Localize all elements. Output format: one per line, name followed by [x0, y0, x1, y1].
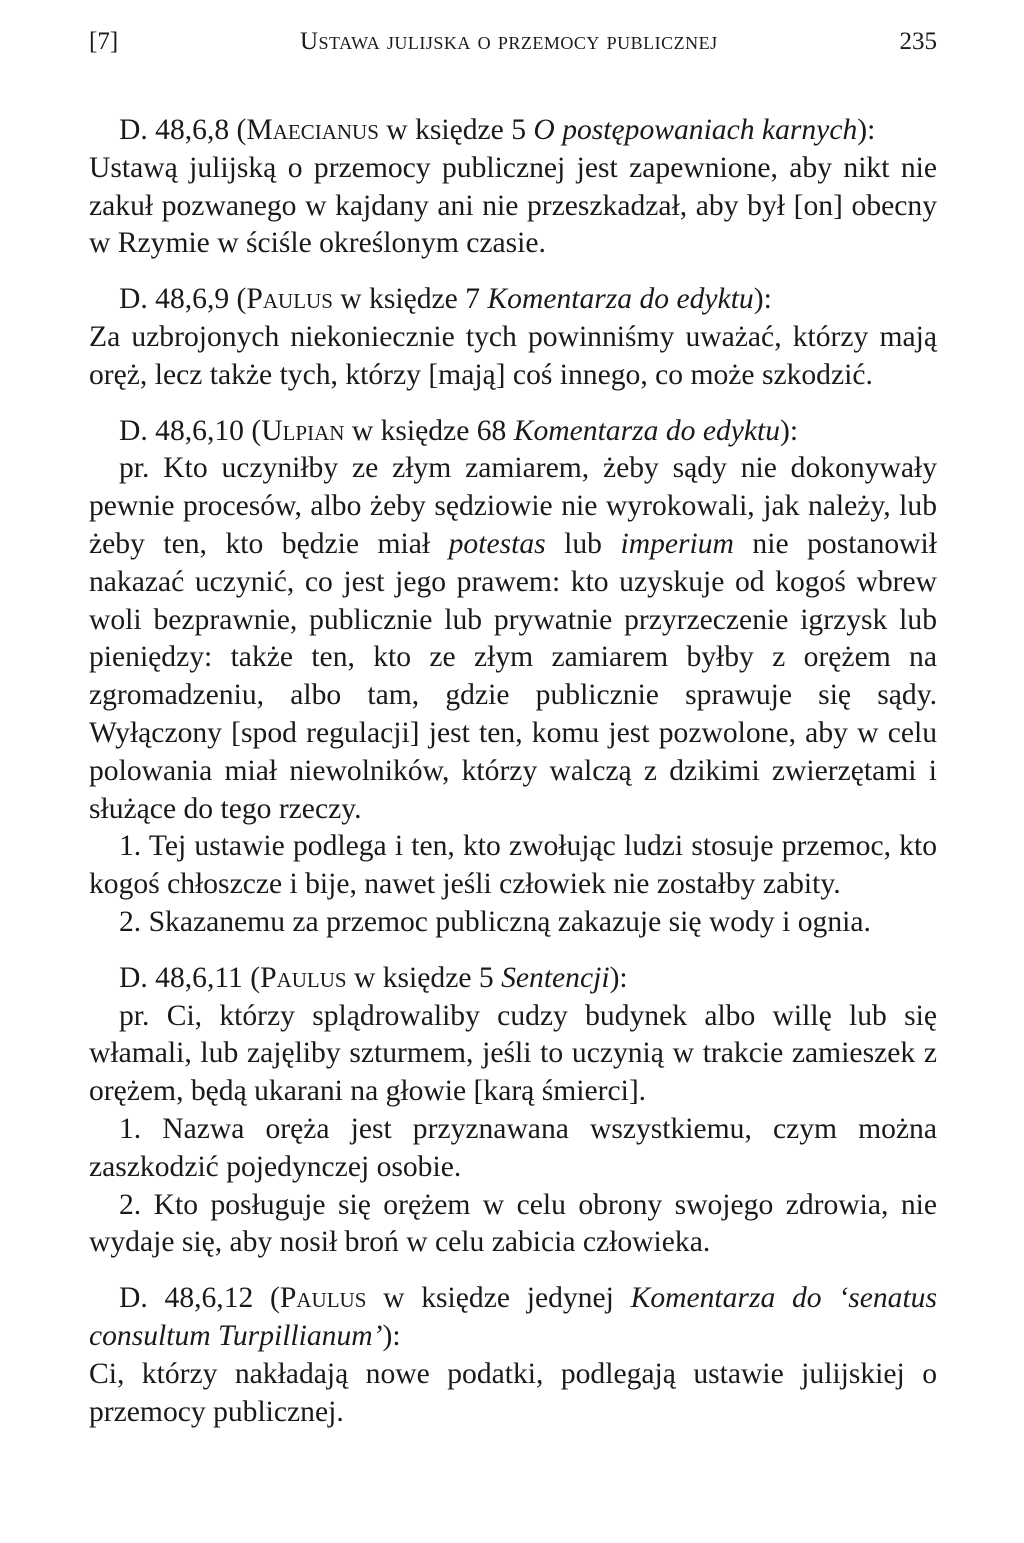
- entry-heading-end: ):: [780, 414, 799, 447]
- digest-entry: [89, 960, 937, 1262]
- entry-work-title: Komentarza do edyktu: [487, 283, 754, 316]
- entry-author: Maecianus: [246, 114, 379, 146]
- entry-heading-end: ):: [857, 114, 876, 146]
- entry-paragraph: 2. Skazanemu za przemoc publiczną zakazuje się wody i ognia.: [119, 905, 871, 938]
- entry-paragraph: 1. Nazwa oręża jest przyznawana wszystkiemu, czym można zaszkodzić pojedynczej osobie.: [89, 1112, 937, 1183]
- entry-heading: [89, 1280, 937, 1356]
- digest-entry: [89, 281, 937, 394]
- page-body: [89, 112, 937, 1431]
- entry-ref: D. 48,6,12 (: [119, 1282, 280, 1315]
- entry-work-title: Sentencji: [501, 961, 610, 994]
- entry-paragraph: Ustawą julijską o przemocy publicznej jest zapewnione, aby nikt nie zakuł pozwanego w kajdany ani nie przeszkadzał, aby był [on] obecny w Rzymie w ściśle określonym czasie.: [89, 151, 937, 260]
- entry-author: Paulus: [260, 961, 347, 994]
- book-page: [89, 28, 937, 1449]
- chapter-number: [7]: [89, 28, 119, 55]
- entry-book: w księdze 5: [378, 114, 534, 146]
- page-number: 235: [899, 28, 937, 55]
- entry-heading-end: ):: [382, 1319, 401, 1352]
- entry-paragraph: Ci, którzy nakładają nowe podatki, podlegają ustawie julijskiej o przemocy publicznej.: [89, 1357, 937, 1428]
- entry-ref: D. 48,6,11 (: [119, 961, 261, 994]
- entry-heading-end: ):: [609, 961, 628, 994]
- entry-ref: D. 48,6,8 (: [119, 114, 247, 146]
- entry-heading-end: ):: [753, 283, 772, 316]
- paragraph-text: nie postanowił nakazać uczynić, co jest jego prawem: kto uzyskuje od kogoś wbrew woli bezprawnie, publicznie lub prywatnie przyrzeczenie igrzysk lub pieniędzy: także ten, kto ze złym zamiarem byłby z orężem na zgromadzeniu, albo tam, gdzie publicznie sprawuje się sądy. Wyłączony [spod regulacji] jest ten, komu jest pozwolone, aby w celu polowania miał niewolników, którzy walczą z dzikimi zwierzętami i służące do tego rzeczy.: [89, 527, 937, 825]
- entry-heading: [89, 281, 937, 319]
- entry-author: Paulus: [279, 1282, 367, 1315]
- running-head: [89, 28, 937, 68]
- entry-book: w księdze 68: [344, 414, 514, 447]
- entry-book: w księdze 5: [346, 961, 502, 994]
- entry-ref: D. 48,6,9 (: [119, 283, 247, 316]
- entry-work-title: Komentarza do ‘senatus consultum Turpillianum’: [89, 1282, 937, 1352]
- entry-work-title: Komentarza do edyktu: [513, 414, 781, 447]
- entry-heading: [89, 413, 937, 451]
- entry-paragraph: [89, 450, 937, 828]
- entry-ref: D. 48,6,10 (: [119, 414, 262, 447]
- digest-entry: [89, 1280, 937, 1431]
- paragraph-text: pr. Kto uczyniłby ze złym zamiarem, żeby sądy nie dokonywały pewnie procesów, albo żeby sędziowie nie wyrokowali, jak należy, lub żeby ten, kto będzie miał: [89, 452, 937, 560]
- entry-author: Ulpian: [261, 414, 345, 447]
- entry-paragraph: Za uzbrojonych niekoniecznie tych powinniśmy uważać, którzy mają oręż, lecz także tych, którzy [mają] coś innego, co może szkodzić.: [89, 320, 937, 391]
- running-title: Ustawa julijska o przemocy publicznej: [299, 28, 718, 55]
- entry-heading: [89, 960, 937, 998]
- entry-work-title: O postępowaniach karnych: [533, 114, 858, 146]
- latin-term: imperium: [620, 527, 734, 560]
- entry-paragraph: 2. Kto posługuje się orężem w celu obrony swojego zdrowia, nie wydaje się, aby nosił broń w celu zabicia człowieka.: [89, 1188, 937, 1259]
- entry-author: Paulus: [246, 283, 333, 316]
- digest-entry: [89, 413, 937, 942]
- entry-book: w księdze jedynej: [366, 1282, 631, 1315]
- entry-book: w księdze 7: [332, 283, 488, 316]
- paragraph-text: lub: [545, 527, 621, 560]
- latin-term: potestas: [448, 527, 546, 560]
- entry-paragraph: pr. Ci, którzy splądrowaliby cudzy budynek albo willę lub się włamali, lub zajęliby szturmem, jeśli to uczynią w trakcie zamieszek z orężem, będą ukarani na głowie [karą śmierci].: [89, 999, 937, 1108]
- digest-entry: [89, 112, 937, 263]
- entry-heading: [89, 112, 937, 150]
- entry-paragraph: 1. Tej ustawie podlega i ten, kto zwołując ludzi stosuje przemoc, kto kogoś chłoszcze i bije, nawet jeśli człowiek nie zostałby zabity.: [89, 830, 937, 901]
